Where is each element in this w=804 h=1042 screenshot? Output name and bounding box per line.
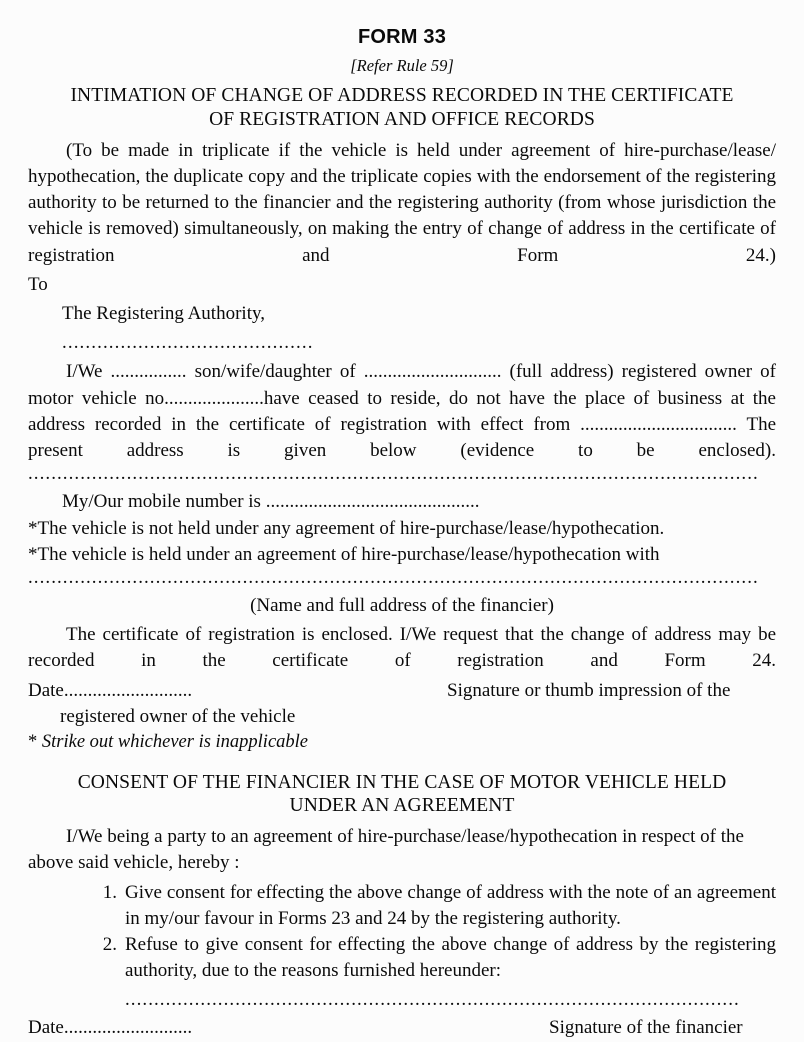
list-item-text: Refuse to give consent for effecting the above change of address by the registering authority, due to the reasons furnished hereunder: (125, 934, 776, 982)
consent-heading-line-1: CONSENT OF THE FINANCIER IN THE CASE OF MOTOR VEHICLE HELD (77, 771, 727, 793)
consent-heading-line-2: UNDER AN AGREEMENT (289, 795, 515, 817)
list-item-number: 1. (102, 881, 117, 903)
consent-options-list (28, 880, 776, 985)
document-content (28, 0, 776, 1042)
main-heading-line-2: OF REGISTRATION AND OFFICE RECORDS (209, 108, 595, 130)
form-title: FORM 33 (357, 26, 447, 48)
consent-paragraph: I/We being a party to an agreement of hire-purchase/lease/hypothecation in respect of the above said vehicle, hereby : (28, 826, 744, 874)
strike-out-note (28, 730, 776, 756)
list-item (28, 932, 776, 984)
financier-date-field[interactable]: Date........................... (28, 1017, 193, 1039)
intro-paragraph: (To be made in triplicate if the vehicle is held under agreement of hire-purchase/lease/ hypothecation, the duplicate copy and the triplicate copies with the endorsement of the registering authority to be returned to the financier and the registering authority (from whose jurisdiction the vehicle is removed) simultaneously, on making the entry of change of address in the certificate of registration and Form 24.) (28, 139, 776, 266)
list-item (28, 880, 776, 932)
hire-purchase-held-line: *The vehicle is held under an agreement of hire-purchase/lease/hypothecation with (28, 543, 660, 565)
financier-caption: (Name and full address of the financier) (250, 594, 554, 616)
owner-signature-row (28, 678, 776, 704)
to-label: To (28, 273, 48, 295)
asterisk-marker: * (28, 732, 42, 753)
present-address-blank-field[interactable]: .............................................................................................................................. (28, 464, 759, 484)
request-paragraph: The certificate of registration is enclosed. I/We request that the change of address may be recorded in the certificate of registration and Form 24. (28, 624, 776, 672)
consent-heading (28, 771, 776, 819)
owner-signature-sublabel: registered owner of the vehicle (60, 705, 296, 727)
strike-out-note-text: Strike out whichever is inapplicable (41, 732, 309, 753)
addressee-blank-field[interactable]: ........................................... (62, 332, 314, 354)
list-item-number: 2. (102, 934, 117, 956)
mobile-number-line[interactable]: My/Our mobile number is ............................................. (62, 491, 480, 513)
owner-date-field[interactable]: Date........................... (28, 679, 193, 701)
declaration-paragraph: I/We ................ son/wife/daughter of ............................. (full address) registered owner of motor vehicle no.....................have ceased to reside, do not have the place of business at the address recorded in the certificate of registration with effect from ................................. The present address is given below (evidence to be enclosed). (28, 361, 776, 462)
financier-blank-field[interactable]: .............................................................................................................................. (28, 567, 759, 587)
main-heading-line-1: INTIMATION OF CHANGE OF ADDRESS RECORDED IN THE CERTIFICATE (70, 85, 734, 107)
refer-rule-subtitle: [Refer Rule 59] (350, 56, 454, 75)
hire-purchase-not-held-line: *The vehicle is not held under any agreement of hire-purchase/lease/hypothecation. (28, 517, 665, 539)
main-heading (28, 84, 776, 132)
financier-signature-row (28, 1015, 776, 1041)
list-item-text: Give consent for effecting the above change of address with the note of an agreement in my/our favour in Forms 23 and 24 by the registering authority. (125, 881, 776, 929)
reasons-blank-field[interactable]: .......................................................................................................... (125, 990, 740, 1010)
financier-signature-label: Signature of the financier (549, 1017, 743, 1039)
owner-signature-label: Signature or thumb impression of the (447, 679, 731, 701)
addressee-label: The Registering Authority, (62, 303, 265, 325)
